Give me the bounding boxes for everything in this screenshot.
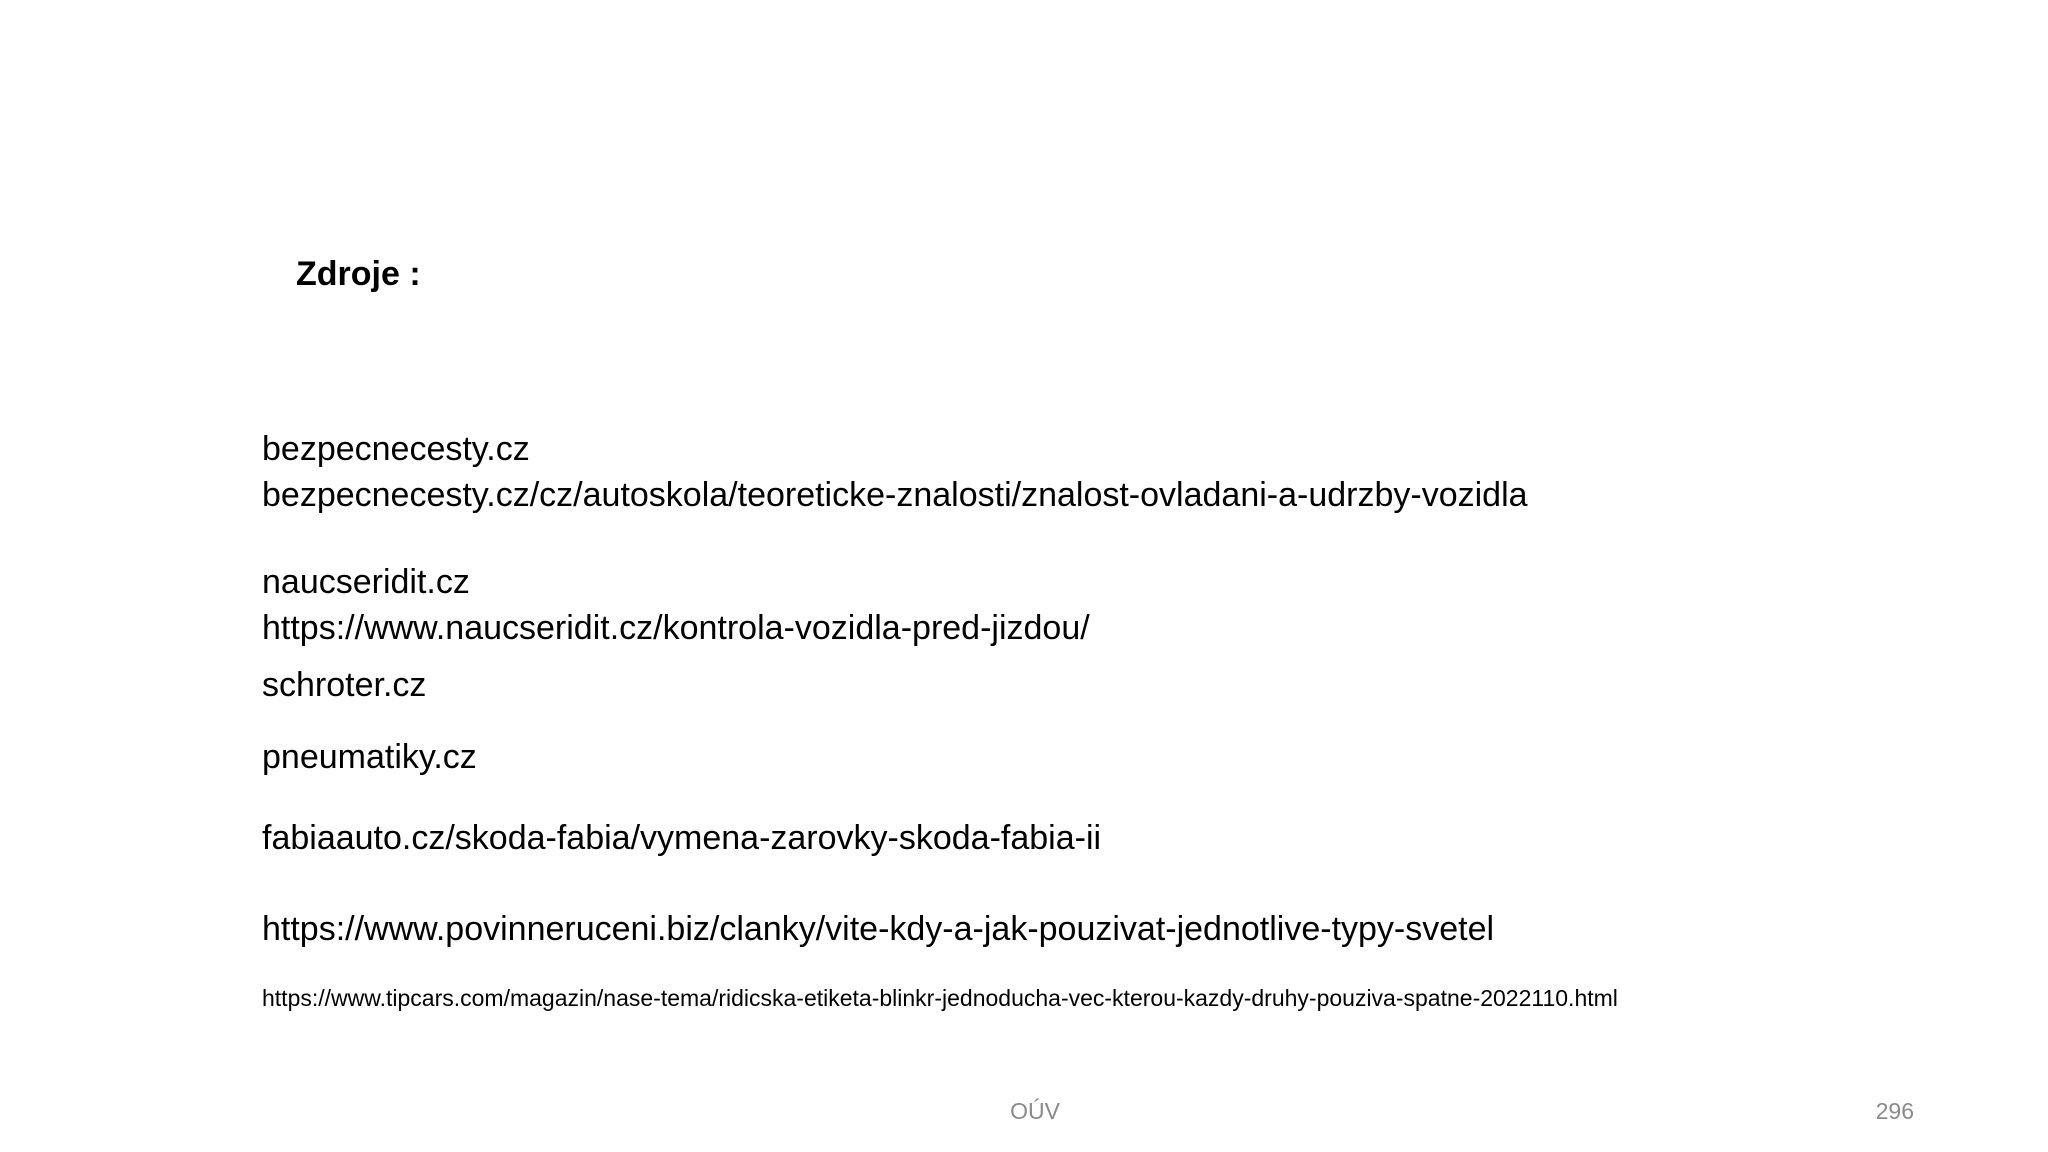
source-item: bezpecnecesty.cz/cz/autoskola/teoreticke-znalosti/znalost-ovladani-a-udrzby-vozidla: [262, 476, 1528, 514]
source-item: https://www.povinneruceni.biz/clanky/vite-kdy-a-jak-pouzivat-jednotlive-typy-svetel: [262, 910, 1495, 948]
source-item: naucseridit.cz: [262, 563, 470, 601]
source-item: pneumatiky.cz: [262, 738, 477, 776]
source-item: schroter.cz: [262, 666, 427, 704]
source-item: https://www.tipcars.com/magazin/nase-tema/ridicska-etiketa-blinkr-jednoducha-vec-kterou-kazdy-druhy-pouziva-spatne-2022110.html: [262, 985, 1618, 1011]
source-item: fabiaauto.cz/skoda-fabia/vymena-zarovky-skoda-fabia-ii: [262, 819, 1102, 857]
slide-title: Zdroje :: [296, 255, 421, 293]
page-number: 296: [1875, 1098, 1914, 1124]
source-item: bezpecnecesty.cz: [262, 430, 530, 468]
source-item: https://www.naucseridit.cz/kontrola-vozidla-pred-jizdou/: [262, 609, 1090, 647]
footer-label: OÚV: [1010, 1098, 1060, 1124]
